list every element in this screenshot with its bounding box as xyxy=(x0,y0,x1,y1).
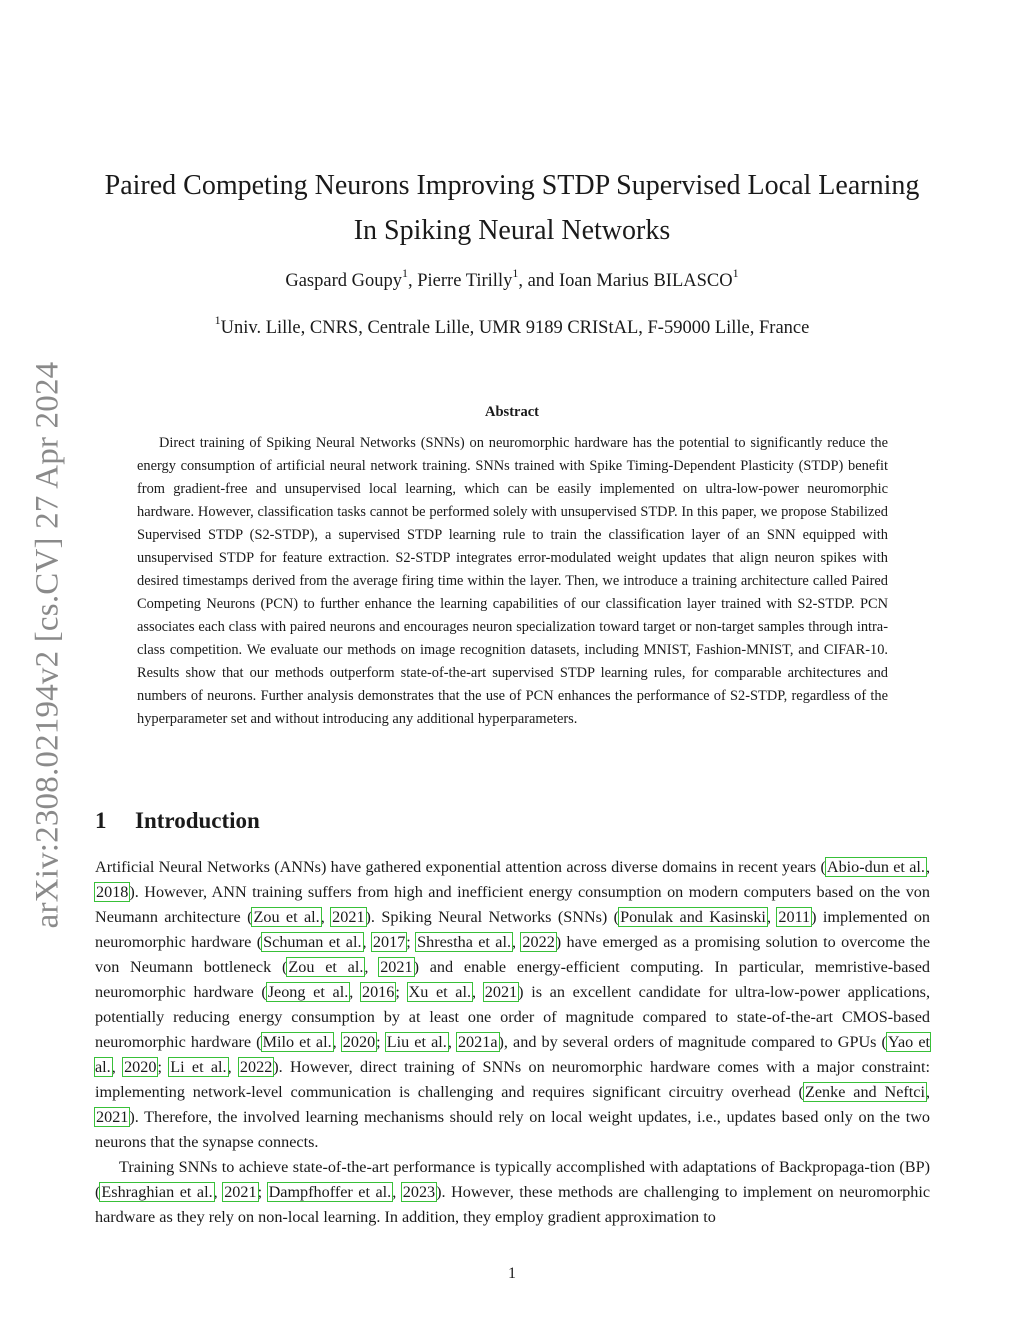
body-text: , xyxy=(447,1033,457,1051)
citation-link[interactable]: Ponulak and Kasinski xyxy=(620,908,766,926)
body-text: , xyxy=(364,958,380,976)
body-text: ). However, these methods are challenging to implement on neuromorphic hardware as they rely on non-local learning. In addition, they employ gradient approximation to xyxy=(95,1183,931,1226)
citation-link[interactable]: Eshraghian et al. xyxy=(101,1183,213,1201)
citation-link[interactable]: 2022 xyxy=(522,933,555,951)
citation-link[interactable]: Dampfhoffer et al. xyxy=(268,1183,392,1201)
body-text: ). However, direct training of SNNs on neuromorphic hardware comes with a major constraint: implementing network-level communication is challenging and requires significant circuitry overhead ( xyxy=(95,1058,931,1101)
section-number: 1 xyxy=(95,808,107,833)
page-number: 1 xyxy=(508,1265,516,1282)
paragraph xyxy=(95,1155,930,1230)
citation-link[interactable]: Jeong et al. xyxy=(267,983,349,1001)
body-text: ; xyxy=(157,1058,170,1076)
citation-link[interactable]: 2023 xyxy=(402,1183,436,1201)
citation-link[interactable]: Zenke and Neftci xyxy=(804,1083,925,1101)
body-text: ) is an excellent candidate for ultra-low-power applications, potentially reducing energy consumption by at least one order of magnitude compared to state-of-the-art CMOS-based neuromorphic hardware ( xyxy=(95,983,931,1051)
body-text: , xyxy=(111,1058,124,1076)
citation-link[interactable]: Liu et al. xyxy=(386,1033,447,1051)
citation-link[interactable]: 2016 xyxy=(361,983,395,1001)
affiliation xyxy=(60,312,964,339)
citation-link[interactable]: 2021a xyxy=(457,1033,498,1051)
arxiv-identifier-stamp: arXiv:2308.02194v2 [cs.CV] 27 Apr 2024 xyxy=(29,361,66,929)
citation-link[interactable]: 2018 xyxy=(96,883,129,901)
citation-link[interactable]: 2021 xyxy=(96,1108,129,1126)
body-text: ). However, ANN training suffers from high and inefficient energy consumption on modern computers based on the von Neumann architecture ( xyxy=(95,883,930,926)
citation-link[interactable]: Schuman et al. xyxy=(263,933,362,951)
affiliation-mark: 1 xyxy=(732,265,739,280)
citation-link[interactable]: Zou et al. xyxy=(253,908,320,926)
citation-link[interactable]: Xu et al. xyxy=(408,983,472,1001)
citation-link[interactable]: Li et al. xyxy=(170,1058,227,1076)
citation-link[interactable]: Shrestha et al. xyxy=(417,933,512,951)
author-separator: , and xyxy=(518,271,559,291)
affiliation-text: Univ. Lille, CNRS, Centrale Lille, UMR 9189 CRIStAL, F-59000 Lille, France xyxy=(220,318,810,338)
body-text: , xyxy=(332,1033,342,1051)
body-text: ) implemented on neuromorphic hardware ( xyxy=(95,908,931,951)
citation-link[interactable]: 2011 xyxy=(778,908,811,926)
citation-link[interactable]: 2022 xyxy=(239,1058,273,1076)
body-text: ). Spiking Neural Networks (SNNs) ( xyxy=(365,908,620,926)
body-text: ; xyxy=(257,1183,268,1201)
affiliation-mark: 1 xyxy=(214,312,221,327)
body-text: ). Therefore, the involved learning mechanisms should rely on local weight updates, i.e., updates based only on the two neurons that the synapse connects. xyxy=(95,1108,930,1151)
body-text: , xyxy=(213,1183,224,1201)
paper-title xyxy=(60,163,964,253)
section-heading xyxy=(95,808,260,834)
introduction-body xyxy=(95,855,930,1230)
body-text: , xyxy=(349,983,361,1001)
author-name: Gaspard Goupy xyxy=(285,271,402,291)
section-title: Introduction xyxy=(135,808,260,833)
body-text: ) and enable energy-efficient computing. In particular, memristive-based neuromorphic hardware ( xyxy=(95,958,931,1001)
body-text: , xyxy=(320,908,332,926)
author-name: Pierre Tirilly xyxy=(417,271,513,291)
body-text: ; xyxy=(395,983,408,1001)
author-list xyxy=(60,265,964,292)
paragraph xyxy=(95,855,930,1155)
citation-link[interactable]: 2017 xyxy=(372,933,406,951)
affiliation-mark: 1 xyxy=(402,265,408,280)
body-text: , xyxy=(766,908,778,926)
body-text: ; xyxy=(376,1033,386,1051)
citation-link[interactable]: 2021 xyxy=(484,983,518,1001)
body-text: , xyxy=(227,1058,239,1076)
citation-link[interactable]: 2021 xyxy=(380,958,413,976)
citation-link[interactable]: Milo et al. xyxy=(262,1033,332,1051)
body-text: Artificial Neural Networks (ANNs) have gathered exponential attention across diverse domains in recent years ( xyxy=(95,858,826,876)
body-text: , xyxy=(512,933,522,951)
body-text: , xyxy=(362,933,372,951)
citation-link[interactable]: 2020 xyxy=(342,1033,376,1051)
abstract-heading: Abstract xyxy=(485,404,539,420)
citation-link[interactable]: 2021 xyxy=(332,908,365,926)
citation-link[interactable]: Yao et al. xyxy=(95,1033,931,1076)
citation-link[interactable]: Zou et al. xyxy=(288,958,364,976)
title-line-2: In Spiking Neural Networks xyxy=(353,215,671,246)
body-text: ), and by several orders of magnitude compared to GPUs ( xyxy=(498,1033,887,1051)
body-text: , xyxy=(392,1183,402,1201)
author-separator: , xyxy=(408,271,418,291)
body-text: Training SNNs to achieve state-of-the-art performance is typically accomplished with adaptations of Backpropaga-tion (BP) ( xyxy=(95,1158,930,1201)
title-line-1: Paired Competing Neurons Improving STDP Supervised Local Learning xyxy=(104,170,920,201)
body-text: ) have emerged as a promising solution to overcome the von Neumann bottleneck ( xyxy=(95,933,931,976)
citation-link[interactable]: 2021 xyxy=(224,1183,257,1201)
abstract-body: Direct training of Spiking Neural Networks (SNNs) on neuromorphic hardware has the potential to significantly reduce the energy consumption of artificial neural network training. SNNs trained with Spike Timing-Dependent Plasticity (STDP) benefit from gradient-free and unsupervised local learning, which can be easily implemented on ultra-low-power neuromorphic hardware. However, classification tasks cannot be performed solely with unsupervised STDP. In this paper, we propose Stabilized Supervised STDP (S2-STDP), a supervised STDP learning rule to train the classification layer of an SNN equipped with unsupervised STDP for feature extraction. S2-STDP integrates error-modulated weight updates that align neuron spikes with desired timestamps derived from the average firing time within the layer. Then, we introduce a training architecture called Paired Competing Neurons (PCN) to further enhance the learning capabilities of our classification layer trained with S2-STDP. PCN associates each class with paired neurons and encourages neuron specialization toward target or non-target samples through intra-class competition. We evaluate our methods on image recognition datasets, including MNIST, Fashion-MNIST, and CIFAR-10. Results show that our methods outperform state-of-the-art supervised STDP learning rules, for comparable architectures and numbers of neurons. Further analysis demonstrates that the use of PCN enhances the performance of S2-STDP, regardless of the hyperparameter set and without introducing any additional hyperparameters. xyxy=(137,435,888,727)
body-text: ; xyxy=(406,933,417,951)
citation-link[interactable]: Abio-dun et al. xyxy=(826,858,925,876)
author-name: Ioan Marius BILASCO xyxy=(558,271,733,291)
citation-link[interactable]: 2020 xyxy=(124,1058,157,1076)
body-text: , xyxy=(925,858,930,876)
body-text: , xyxy=(472,983,484,1001)
body-text: , xyxy=(925,1083,930,1101)
affiliation-mark: 1 xyxy=(512,265,519,280)
